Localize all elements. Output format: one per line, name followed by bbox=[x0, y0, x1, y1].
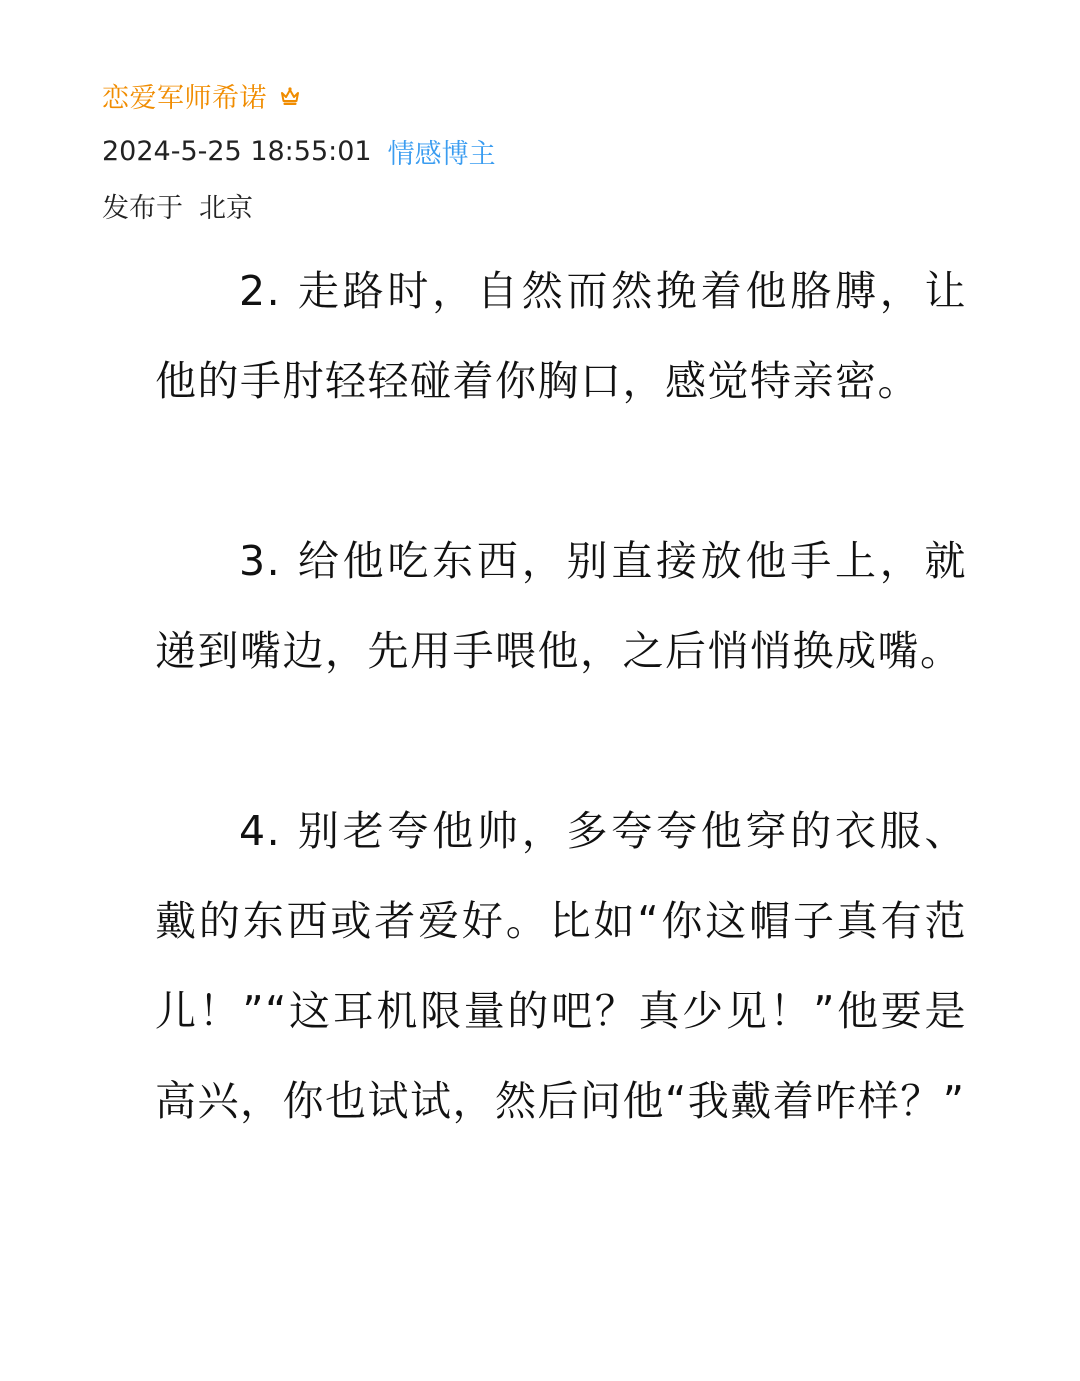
post-header bbox=[102, 72, 982, 228]
paragraph-spacer bbox=[155, 426, 967, 516]
author-row bbox=[102, 72, 982, 118]
location-value: 北京 bbox=[199, 192, 253, 224]
crown-icon bbox=[279, 85, 301, 107]
article-paragraph: 4. 别老夸他帅，多夸夸他穿的衣服、戴的东西或者爱好。比如“你这帽子真有范儿！”“这耳机限量的吧？真少见！”他要是高兴，你也试试，然后问他“我戴着咋样？” bbox=[155, 807, 967, 1125]
article-body bbox=[155, 246, 967, 1146]
location-label: 发布于 bbox=[102, 192, 183, 224]
paragraph-spacer bbox=[155, 696, 967, 786]
post-timestamp: 2024-5-25 18:55:01 bbox=[102, 135, 372, 167]
author-name[interactable]: 恋爱军师希诺 bbox=[102, 82, 267, 114]
post-meta bbox=[102, 128, 982, 174]
article-paragraph: 3. 给他吃东西，别直接放他手上，就递到嘴边，先用手喂他，之后悄悄换成嘴。 bbox=[155, 537, 967, 675]
post-location bbox=[102, 182, 982, 228]
author-tag[interactable]: 情感博主 bbox=[387, 138, 496, 170]
article-paragraph: 2. 走路时，自然而然挽着他胳膊，让他的手肘轻轻碰着你胸口，感觉特亲密。 bbox=[155, 267, 967, 405]
